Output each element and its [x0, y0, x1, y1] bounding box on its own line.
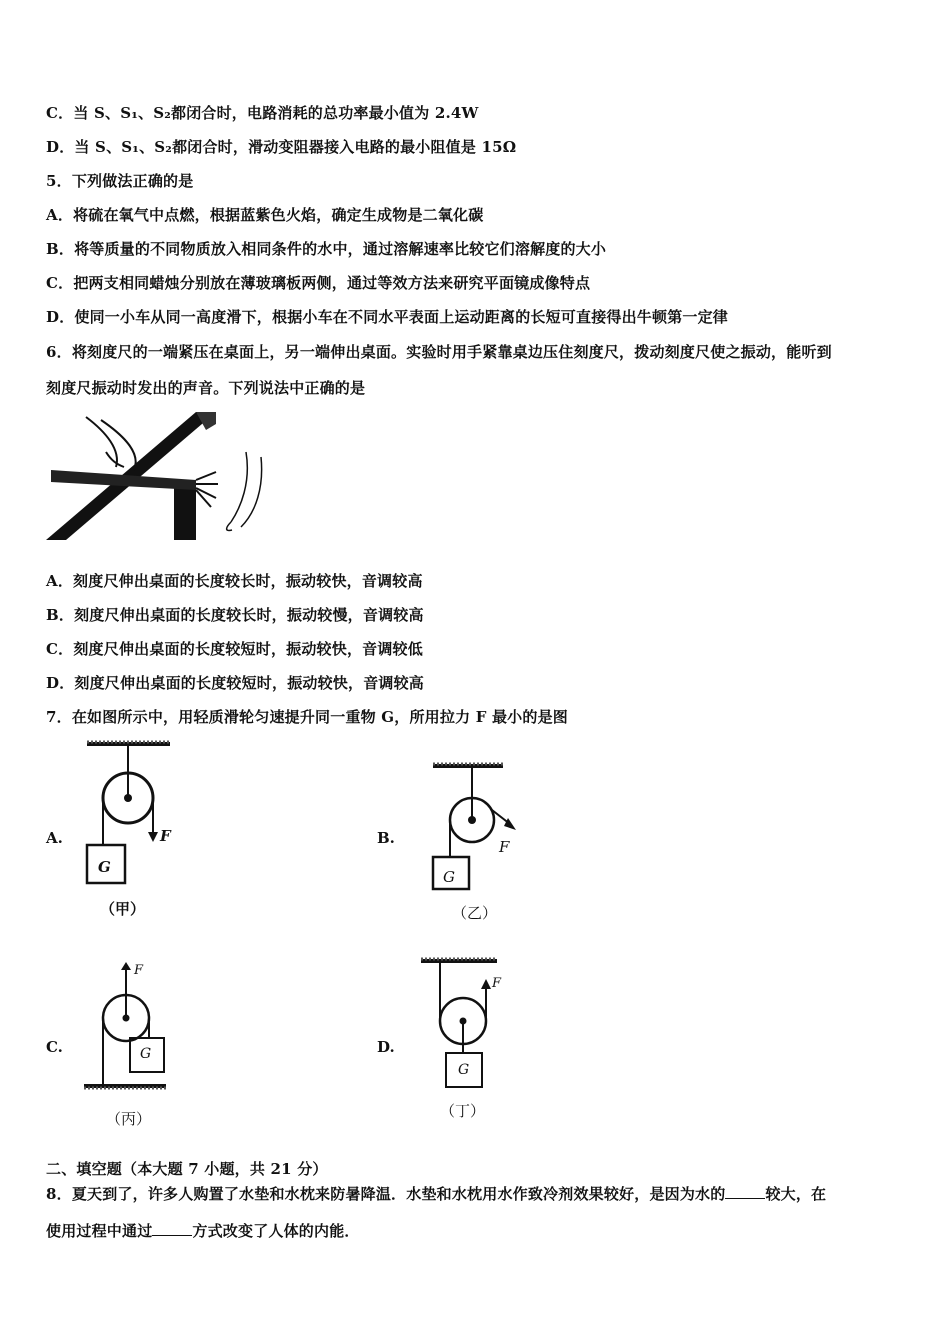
figure-b-force-label: F: [499, 838, 510, 856]
q6-option-a: A．刻度尺伸出桌面的长度较长时，振动较快，音调较高: [46, 572, 423, 590]
q6-option-d: D．刻度尺伸出桌面的长度较短时，振动较快，音调较高: [46, 674, 425, 692]
ruler-experiment-figure: [46, 412, 291, 542]
q8-line2: [46, 1220, 360, 1241]
section2-heading: 二、填空题（本大题 7 小题，共 21 分）: [46, 1160, 328, 1178]
q5-option-a: A．将硫在氧气中点燃，根据蓝紫色火焰，确定生成物是二氧化碳: [46, 206, 484, 224]
figure-c-force-label: F: [134, 963, 144, 978]
q4-option-c: C．当 S、S₁、S₂都闭合时，电路消耗的总功率最小值为 2.4W: [46, 104, 479, 122]
q7-option-a-label: A.: [46, 829, 63, 847]
figure-d-weight-label: G: [458, 1062, 470, 1078]
q7-option-b-label: B.: [377, 829, 395, 847]
q4-option-d: D．当 S、S₁、S₂都闭合时，滑动变阻器接入电路的最小阻值是 15Ω: [46, 138, 517, 156]
figure-a-weight-label: G: [98, 858, 111, 876]
figure-d-caption: （丁）: [440, 1102, 486, 1120]
q6-option-c: C．刻度尺伸出桌面的长度较短时，振动较快，音调较低: [46, 640, 423, 658]
figure-c-weight-label: G: [140, 1046, 152, 1062]
q7-option-c-label: C.: [46, 1038, 63, 1056]
figure-a-caption: （甲）: [100, 900, 146, 918]
q8-text-part1: 8．夏天到了，许多人购置了水垫和水枕来防暑降温．水垫和水枕用水作致冷剂效果较好，是因为水的: [46, 1185, 726, 1203]
figure-c-caption: （丙）: [106, 1110, 152, 1128]
pulley-figure-a: [82, 740, 182, 890]
figure-a-force-label: F: [160, 827, 171, 845]
figure-d-force-label: F: [492, 976, 502, 991]
q6-option-b: B．刻度尺伸出桌面的长度较长时，振动较慢，音调较高: [46, 606, 424, 624]
q7-stem: 7．在如图所示中，用轻质滑轮匀速提升同一重物 G，所用拉力 F 最小的是图: [46, 708, 568, 726]
q6-stem-line1: 6．将刻度尺的一端紧压在桌面上，另一端伸出桌面。实验时用手紧靠桌边压住刻度尺，拨动刻度尺使之振动，能听到: [46, 343, 832, 361]
figure-b-caption: （乙）: [452, 904, 498, 922]
q8-text-part3: 使用过程中通过: [46, 1222, 153, 1240]
q5-option-c: C．把两支相同蜡烛分别放在薄玻璃板两侧，通过等效方法来研究平面镜成像特点: [46, 274, 591, 292]
q8-blank-2[interactable]: [152, 1221, 192, 1236]
q6-stem-line2: 刻度尺振动时发出的声音。下列说法中正确的是: [46, 379, 366, 397]
q8-text-part2: 较大，在: [765, 1185, 827, 1203]
q8-blank-1[interactable]: [725, 1184, 765, 1199]
q7-option-d-label: D.: [377, 1038, 395, 1056]
q5-option-d: D．使同一小车从同一高度滑下，根据小车在不同水平表面上运动距离的长短可直接得出牛顿第一定律: [46, 308, 729, 326]
q5-option-b: B．将等质量的不同物质放入相同条件的水中，通过溶解速率比较它们溶解度的大小: [46, 240, 607, 258]
q5-stem: 5．下列做法正确的是: [46, 172, 194, 190]
figure-b-weight-label: G: [443, 868, 455, 886]
q8-text-part4: 方式改变了人体的内能．: [192, 1222, 360, 1240]
pulley-figure-c: [82, 962, 182, 1097]
q8-line1: [46, 1183, 826, 1204]
